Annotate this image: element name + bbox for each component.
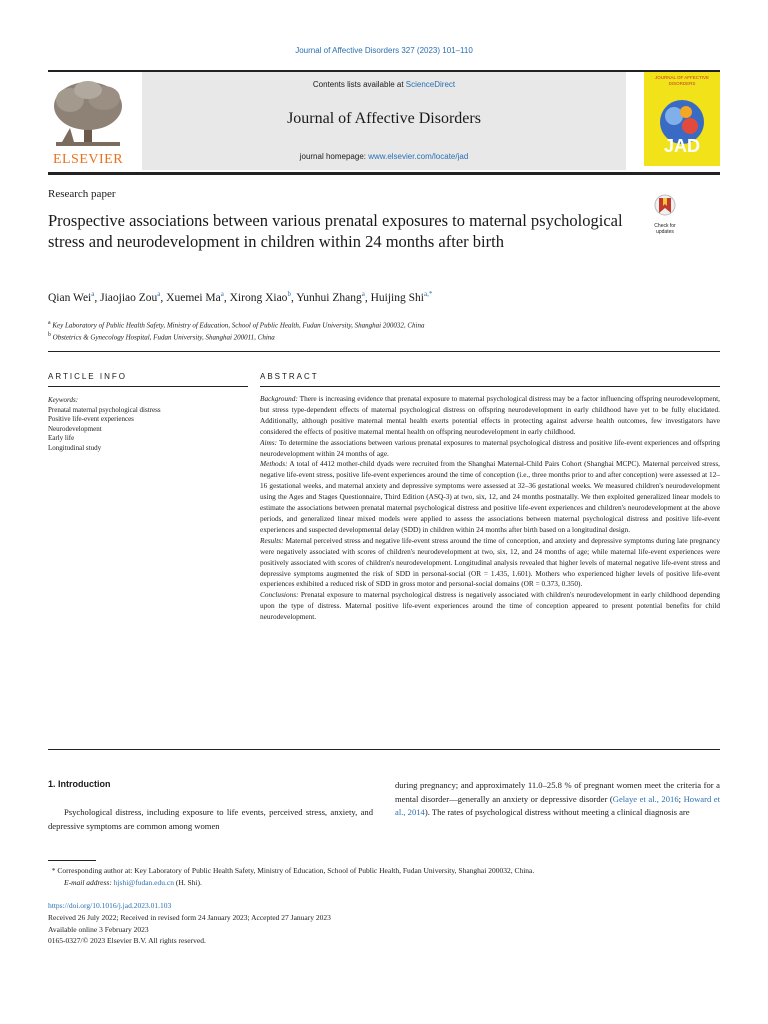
contents-line bbox=[142, 80, 626, 89]
citation-link[interactable]: Howard et al., 2014 bbox=[395, 793, 720, 817]
sciencedirect-link[interactable]: ScienceDirect bbox=[405, 80, 456, 89]
abstract-heading: ABSTRACT bbox=[260, 372, 319, 381]
check-for-updates-label: Check for updates bbox=[654, 223, 676, 235]
keyword: Positive life-event experiences bbox=[48, 415, 134, 423]
email-link[interactable]: hjshi@fudan.edu.cn bbox=[113, 878, 174, 887]
abstract-methods: Methods: A total of 4412 mother-child dyads were recruited from the Shanghai Maternal-Child Pairs Cohort (Shanghai MCPC). Maternal perceived stress, negative life-event stress, positive life-event experiences around the time of conception (i.e., three months prior to and after conception) were assessed at 12–16 gestational weeks, and maternal anxiety and depressive symptoms were assessed at 32–36 gestational weeks. We measured children's neurodevelopment using the Ages and Stages Questionnaire, Third Edition (ASQ-3) at two, six, 12, and 24 months postnatally. We then exploited generalized linear models to estimate the associations between prenatal maternal psychological distress and positive life-event experiences and children's neurodevelopment at the above periods, and generalized linear mixed models were applied to assess the associations between maternal psychological distress and positive life-event experiences and suspected developmental delay (SDD) in children within 24 months after birth based on a longitudinal design. bbox=[260, 459, 720, 534]
author[interactable]: Huijing Shi$^{a,*}$ bbox=[370, 290, 433, 304]
author[interactable]: Xirong Xiao$^b$ bbox=[229, 290, 291, 304]
abstract-body bbox=[260, 394, 720, 623]
citation-link[interactable]: Gelaye et al., 2016 bbox=[612, 793, 679, 804]
homepage-line bbox=[142, 152, 626, 161]
keyword: Neurodevelopment bbox=[48, 424, 102, 433]
cover-abbrev: JAD bbox=[663, 136, 700, 156]
check-for-updates-button[interactable] bbox=[648, 194, 682, 235]
journal-name: Journal of Affective Disorders bbox=[287, 110, 481, 127]
abstract-background: Background: There is increasing evidence that prenatal exposure to maternal psychological distress may be a factor influencing offspring neurodevelopment, but stress type-dependent effects of maternal psychological distress on offspring neurodevelopment in early childhood have yet to be fully elucidated. Additionally, although positive maternal mental health exerts potential effects in protecting against adverse health outcomes, few investigators have considered the effects of positive maternal mental health on offspring neurodevelopment in early childhood. bbox=[260, 394, 720, 436]
masthead bbox=[48, 72, 720, 170]
keyword: Prenatal maternal psychological distress bbox=[48, 405, 161, 414]
copyright: 0165-0327/© 2023 Elsevier B.V. All rights reserved. bbox=[48, 936, 206, 946]
keywords bbox=[48, 396, 248, 453]
abstract-conclusions: Conclusions: Prenatal exposure to maternal psychological distress is negatively associated with children's neurodevelopment in early childhood depending upon the type of distress. Maternal positive life-event experiences around the time of conception appeared to present potential benefits for child neurodevelopment. bbox=[260, 590, 720, 622]
received-dates: Received 26 July 2022; Received in revised form 24 January 2023; Accepted 27 January 2023 bbox=[48, 912, 331, 922]
author[interactable]: Yunhui Zhang$^a$ bbox=[296, 290, 365, 304]
homepage-prefix: journal homepage: bbox=[299, 152, 369, 161]
masthead-rule bbox=[48, 172, 720, 175]
section-heading-introduction: 1. Introduction bbox=[48, 779, 111, 789]
intro-paragraph-left: Psychological distress, including exposure to life events, perceived stress, anxiety, and depressive symptoms are common among women bbox=[48, 807, 373, 831]
masthead-band bbox=[142, 72, 626, 170]
divider bbox=[48, 351, 720, 352]
authors: Qian Wei$^a$, Jiaojiao Zou$^a$, Xuemei Ma$^a$, Xirong Xiao$^b$, Yunhui Zhang$^a$, Huijing Shi$^{a,*}$ bbox=[48, 290, 433, 304]
footnote-email: E-mail address: hjshi@fudan.edu.cn (H. Shi). bbox=[64, 878, 202, 887]
footnote-text: * Corresponding author at: Key Laboratory of Public Health Safety, Ministry of Education, School of Public Health, Fudan University, Shanghai 200032, China. bbox=[51, 866, 535, 875]
elsevier-logo bbox=[48, 76, 128, 168]
article-type: Research paper bbox=[48, 188, 116, 200]
journal-reference[interactable]: Journal of Affective Disorders 327 (2023) 101–110 bbox=[295, 46, 473, 55]
keyword: Longitudinal study bbox=[48, 443, 102, 452]
intro-paragraph-right: during pregnancy; and approximately 11.0–25.8 % of pregnant women meet the criteria for a mental disorder—generally an anxiety or depressive disorder (Gelaye et al., 2016; Howard et al., 2014). The rates of psychological distress without meeting a clinical diagnosis are bbox=[395, 780, 720, 817]
divider bbox=[48, 749, 720, 750]
author[interactable]: Qian Wei$^a$ bbox=[48, 290, 95, 304]
footnote-rule bbox=[48, 860, 96, 861]
bookmark-icon bbox=[648, 194, 682, 218]
abstract-results: Results: Maternal perceived stress and negative life-event stress around the time of conception, and anxiety and depressive symptoms during late pregnancy were negatively associated with scores of children's neurodevelopment at two, six, 12, and 24 months of age; while maternal life-event experiences were positively associated with scores of children's neurodevelopment. Longitudinal analysis revealed that higher levels of maternal negative life-event stress and depressive symptoms augmented the risk of SDD in personal-social (OR = 1.435, 1.601). Mothers who experienced higher levels of positive life-event experiences exhibited a reduced risk of SDD in gross motor and personal-social domains (OR = 0.373, 0.350). bbox=[260, 535, 720, 589]
cover-title: JOURNAL OF AFFECTIVE DISORDERS bbox=[654, 75, 710, 86]
keyword: Early life bbox=[48, 434, 75, 442]
homepage-link[interactable]: www.elsevier.com/locate/jad bbox=[368, 152, 469, 161]
doi-link[interactable]: https://doi.org/10.1016/j.jad.2023.01.103 bbox=[48, 901, 172, 910]
publisher-name: ELSEVIER bbox=[52, 152, 124, 167]
divider bbox=[48, 386, 248, 387]
online-date: Available online 3 February 2023 bbox=[48, 924, 149, 934]
abstract-aims: Aims: To determine the associations between various prenatal exposures to maternal psychological distress and positive life-event experiences and offspring neurodevelopment within 24 months of age. bbox=[260, 437, 720, 458]
keywords-label: Keywords: bbox=[48, 396, 79, 404]
journal-cover[interactable] bbox=[644, 72, 720, 166]
publication-info bbox=[48, 900, 720, 947]
divider bbox=[260, 386, 720, 387]
affiliations bbox=[48, 318, 424, 343]
contents-prefix: Contents lists available at bbox=[312, 80, 406, 89]
affiliation: $^a$ Key Laboratory of Public Health Safety, Ministry of Education, School of Public Health, Fudan University, Shanghai 200032, China bbox=[48, 320, 425, 330]
affiliation: $^b$ Obstetrics & Gynecology Hospital, Fudan University, Shanghai 200011, China bbox=[48, 332, 275, 342]
author[interactable]: Xuemei Ma$^a$ bbox=[166, 290, 224, 304]
article-title: Prospective associations between various prenatal exposures to maternal psychological stress and neurodevelopment in children within 24 months after birth bbox=[48, 211, 623, 251]
article-info-heading: ARTICLE INFO bbox=[48, 372, 127, 381]
corresponding-author-footnote bbox=[48, 865, 720, 889]
author[interactable]: Jiaojiao Zou$^a$ bbox=[100, 290, 161, 304]
